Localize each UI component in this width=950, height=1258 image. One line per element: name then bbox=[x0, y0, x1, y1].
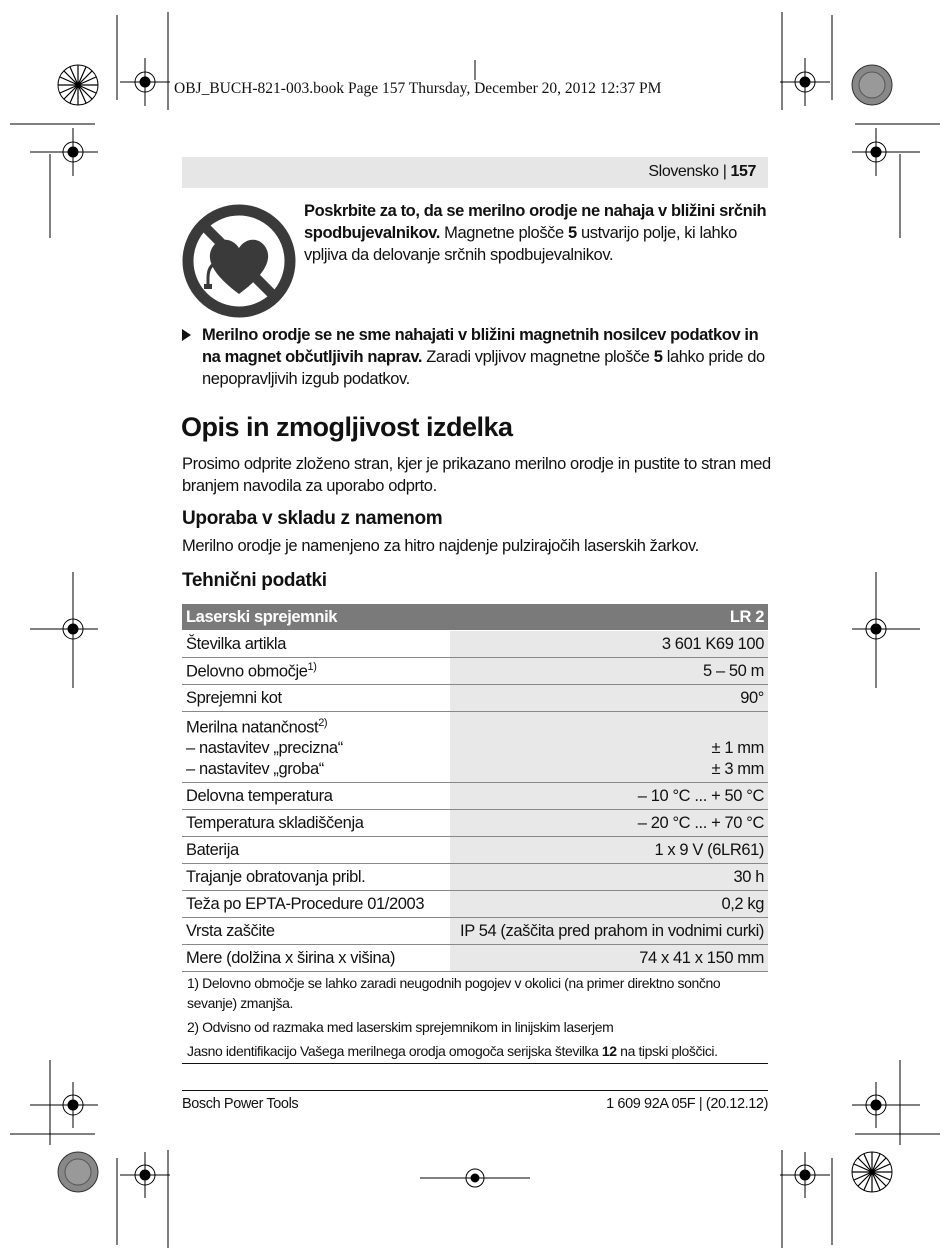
table-row: Trajanje obratovanja pribl. 30 h bbox=[182, 864, 768, 891]
tech-title: Tehnični podatki bbox=[182, 570, 327, 591]
use-title: Uporaba v skladu z namenom bbox=[182, 508, 443, 529]
header-language: Slovensko bbox=[648, 163, 719, 180]
table-header-row: Laserski sprejemnik LR 2 bbox=[182, 604, 768, 631]
table-row: Sprejemni kot 90° bbox=[182, 685, 768, 712]
table-row: Temperatura skladiščenja – 20 °C ... + 70 °C bbox=[182, 810, 768, 837]
table-row: Baterija 1 x 9 V (6LR61) bbox=[182, 837, 768, 864]
book-info-line: OBJ_BUCH-821-003.book Page 157 Thursday, December 20, 2012 12:37 PM bbox=[174, 80, 662, 97]
table-row: Teža po EPTA-Procedure 01/2003 0,2 kg bbox=[182, 891, 768, 918]
magnetic-media-warning: Merilno orodje se ne sme nahajati v bližini magnetnih nosilcev podatkov in na magnet občutljivih naprav. Zaradi vpljivov magnetne plošče 5 lahko pride do nepopravljivih izgub podatkov. bbox=[182, 324, 772, 390]
table-row: Vrsta zaščite IP 54 (zaščita pred prahom in vodnimi curki) bbox=[182, 918, 768, 945]
section-intro: Prosimo odprite zloženo stran, kjer je prikazano merilno orodje in pustite to stran med branjem navodila za uporabo odprto. bbox=[182, 455, 771, 495]
footnote-2: 2) Odvisno od razmaka med laserskim sprejemnikom in linijskim laserjem bbox=[187, 1019, 614, 1035]
table-row-accuracy: Merilna natančnost$^{2)}$ – nastavitev „precizna“ – nastavitev „groba“ ± 1 mm ± 3 mm bbox=[182, 712, 768, 783]
footer-right: 1 609 92A 05F | (20.12.12) bbox=[606, 1096, 768, 1112]
table-row: Mere (dolžina x širina x višina) 74 x 41 x 150 mm bbox=[182, 945, 768, 972]
pacemaker-warning: Poskrbite za to, da se merilno orodje ne nahaja v bližini srčnih spodbujevalnikov. Magnetne plošče 5 ustvarijo polje, ki lahko vpljiva da delovanje srčnih spodbujevalnikov. bbox=[304, 202, 767, 264]
page-number: 157 bbox=[730, 163, 756, 180]
page-header bbox=[182, 157, 768, 188]
use-text: Merilno orodje je namenjeno za hitro najdenje pulzirajočih laserskih žarkov. bbox=[182, 537, 699, 555]
footer-left: Bosch Power Tools bbox=[182, 1096, 299, 1112]
table-row: Delovna temperatura – 10 °C ... + 50 °C bbox=[182, 783, 768, 810]
footnote-1: 1) Delovno območje se lahko zaradi neugodnih pogojev v okolici (na primer direktno sončno sevanje) zmanjša. bbox=[187, 975, 721, 1011]
serial-note: Jasno identifikacijo Vašega merilnega orodja omogoča serijska številka 12 na tipski ploščici. bbox=[187, 1043, 718, 1059]
footer-rule bbox=[182, 1090, 768, 1091]
table-row: Številka artikla 3 601 K69 100 bbox=[182, 631, 768, 658]
section-title: Opis in zmogljivost izdelka bbox=[181, 412, 513, 442]
no-pacemaker-icon bbox=[182, 204, 296, 318]
tech-data-table bbox=[182, 604, 768, 972]
bullet-arrow-icon bbox=[182, 329, 191, 341]
divider bbox=[182, 1063, 768, 1064]
table-row: Delovno območje$^{1)}$ 5 – 50 m bbox=[182, 658, 768, 685]
header-separator: | bbox=[722, 163, 727, 180]
